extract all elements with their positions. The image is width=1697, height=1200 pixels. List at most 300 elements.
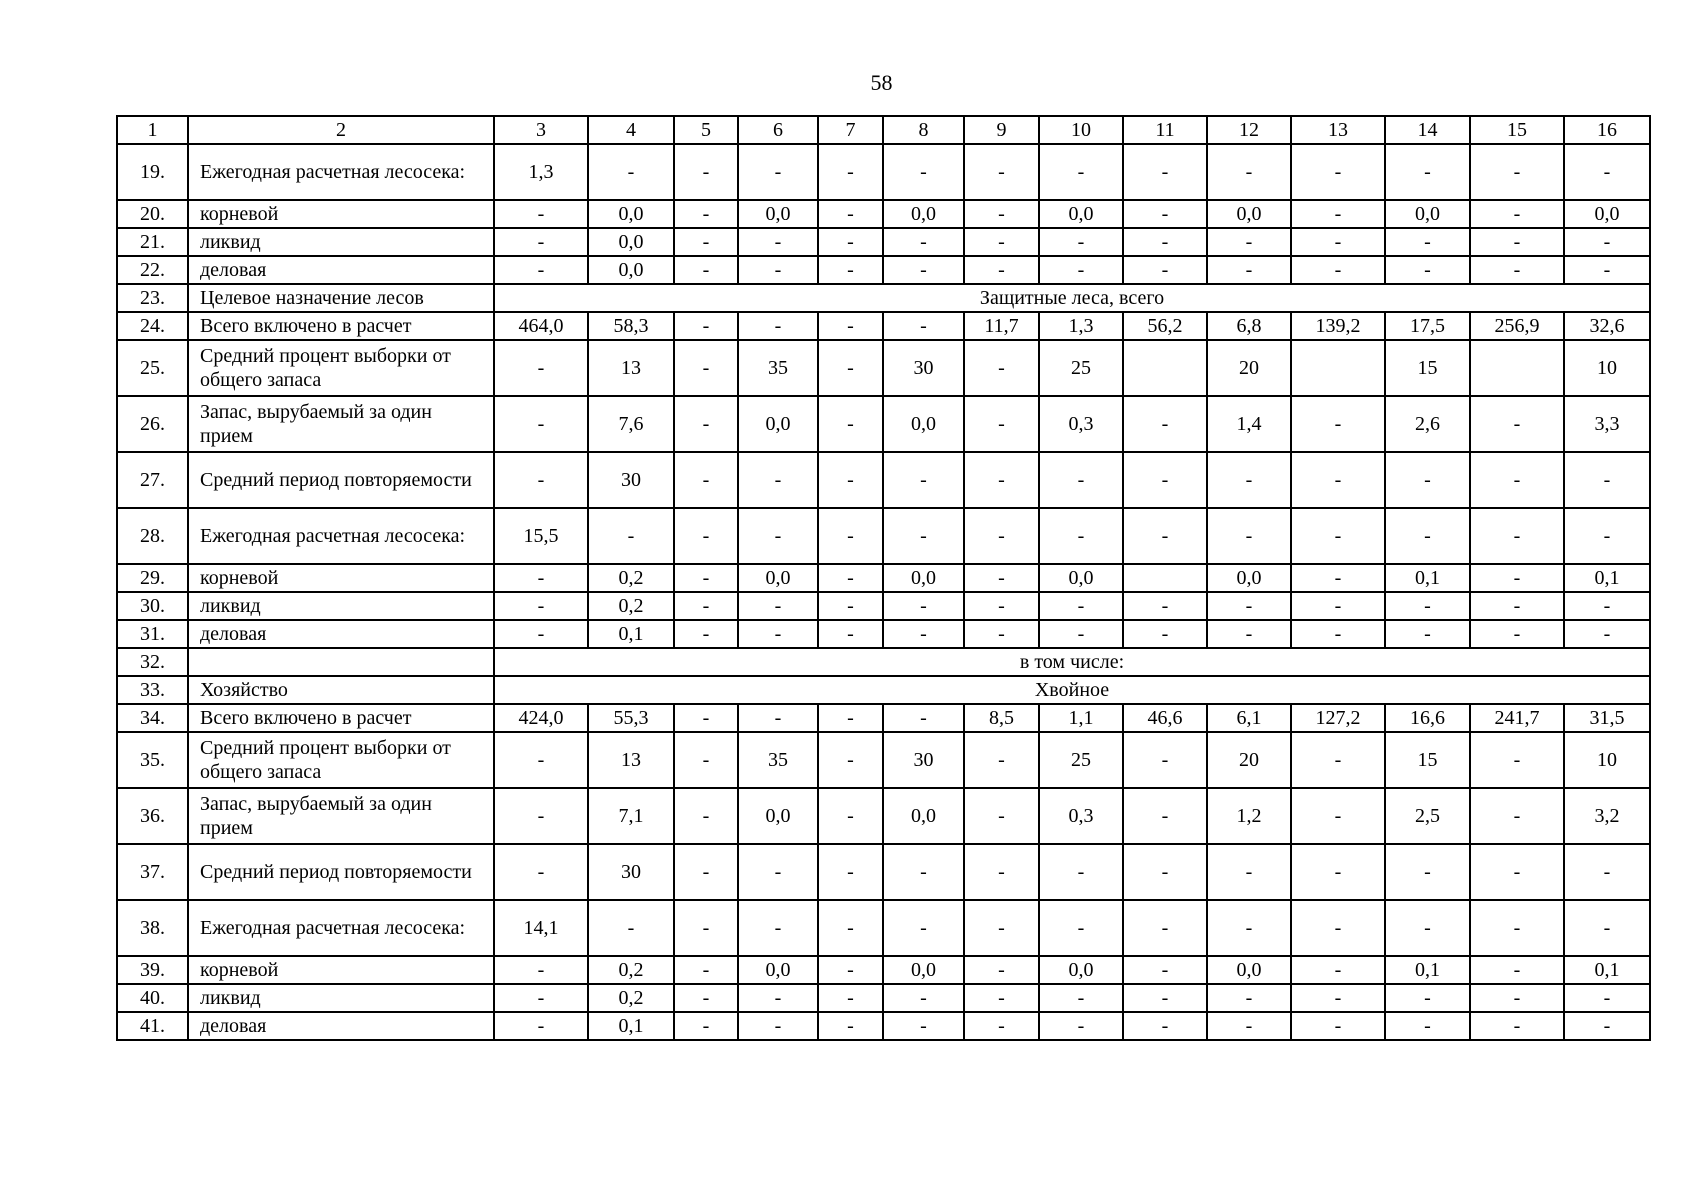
- row-label-cell: Средний процент выборки от общего запаса: [188, 732, 494, 788]
- table-cell: -: [883, 144, 964, 200]
- column-number-header: 6: [738, 116, 818, 144]
- row-label-cell: Средний процент выборки от общего запаса: [188, 340, 494, 396]
- table-cell: -: [818, 228, 883, 256]
- table-cell: 10: [1564, 340, 1650, 396]
- table-cell: -: [1291, 564, 1385, 592]
- table-cell: 0,2: [588, 984, 674, 1012]
- row-label-cell: корневой: [188, 564, 494, 592]
- table-cell: -: [1039, 256, 1123, 284]
- table-row: [117, 648, 1650, 676]
- table-row: [117, 284, 1650, 312]
- table-cell: -: [883, 312, 964, 340]
- table-cell: 15: [1385, 732, 1470, 788]
- table-row: [117, 900, 1650, 956]
- column-number-header: 1: [117, 116, 188, 144]
- table-row: [117, 256, 1650, 284]
- table-cell: 256,9: [1470, 312, 1564, 340]
- table-cell: -: [818, 984, 883, 1012]
- table-cell: 0,0: [1039, 200, 1123, 228]
- table-cell: -: [883, 452, 964, 508]
- table-cell: 0,0: [1207, 564, 1291, 592]
- table-cell: 0,1: [1385, 564, 1470, 592]
- table-row: [117, 788, 1650, 844]
- table-cell: -: [1385, 228, 1470, 256]
- table-cell: -: [1039, 900, 1123, 956]
- column-number-header: 5: [674, 116, 738, 144]
- table-cell: -: [494, 788, 588, 844]
- table-cell: 0,0: [1207, 956, 1291, 984]
- table-cell: -: [1123, 592, 1207, 620]
- table-cell: 0,0: [883, 396, 964, 452]
- table-cell: -: [1470, 508, 1564, 564]
- row-label-cell: Ежегодная расчетная лесосека:: [188, 900, 494, 956]
- table-cell: -: [818, 732, 883, 788]
- table-row: [117, 200, 1650, 228]
- table-row: [117, 984, 1650, 1012]
- table-cell: -: [964, 340, 1039, 396]
- table-cell: -: [1470, 396, 1564, 452]
- table-cell: -: [1039, 228, 1123, 256]
- table-cell: -: [1123, 256, 1207, 284]
- table-cell: -: [818, 956, 883, 984]
- table-cell: -: [1470, 228, 1564, 256]
- table-cell: -: [964, 564, 1039, 592]
- table-row: [117, 592, 1650, 620]
- table-cell: -: [1123, 144, 1207, 200]
- table-cell: 0,0: [883, 200, 964, 228]
- row-label-cell: Ежегодная расчетная лесосека:: [188, 144, 494, 200]
- table-cell: 30: [883, 732, 964, 788]
- table-cell: -: [1291, 592, 1385, 620]
- table-cell: -: [818, 788, 883, 844]
- table-cell: -: [1470, 732, 1564, 788]
- row-number-cell: 32.: [117, 648, 188, 676]
- section-heading-cell: Защитные леса, всего: [494, 284, 1650, 312]
- table-cell: -: [588, 144, 674, 200]
- table-cell: -: [1291, 396, 1385, 452]
- table-cell: -: [1123, 900, 1207, 956]
- table-cell: -: [494, 452, 588, 508]
- table-cell: 35: [738, 340, 818, 396]
- table-cell: -: [818, 144, 883, 200]
- row-label-cell: ликвид: [188, 984, 494, 1012]
- table-cell: 139,2: [1291, 312, 1385, 340]
- table-cell: 3,2: [1564, 788, 1650, 844]
- table-cell: -: [1123, 508, 1207, 564]
- table-row: [117, 564, 1650, 592]
- table-cell: 0,0: [738, 564, 818, 592]
- table-cell: -: [1123, 620, 1207, 648]
- table-cell: -: [588, 900, 674, 956]
- table-cell: -: [1123, 732, 1207, 788]
- table-cell: -: [1385, 256, 1470, 284]
- table-cell: 1,2: [1207, 788, 1291, 844]
- table-cell: 1,3: [1039, 312, 1123, 340]
- table-cell: -: [883, 984, 964, 1012]
- table-cell: -: [1039, 144, 1123, 200]
- table-cell: -: [818, 508, 883, 564]
- table-cell: 6,1: [1207, 704, 1291, 732]
- table-cell: 0,0: [883, 564, 964, 592]
- table-cell: -: [883, 844, 964, 900]
- column-number-header: 12: [1207, 116, 1291, 144]
- table-cell: 56,2: [1123, 312, 1207, 340]
- table-cell: -: [1123, 228, 1207, 256]
- row-number-cell: 30.: [117, 592, 188, 620]
- table-cell: -: [1470, 844, 1564, 900]
- row-number-cell: 31.: [117, 620, 188, 648]
- table-cell: -: [964, 592, 1039, 620]
- row-label-cell: Запас, вырубаемый за один прием: [188, 396, 494, 452]
- table-cell: -: [674, 956, 738, 984]
- table-cell: -: [738, 592, 818, 620]
- table-cell: -: [883, 704, 964, 732]
- row-number-cell: 40.: [117, 984, 188, 1012]
- table-cell: -: [1385, 984, 1470, 1012]
- row-number-cell: 29.: [117, 564, 188, 592]
- column-number-header-row: [117, 116, 1650, 144]
- table-cell: 16,6: [1385, 704, 1470, 732]
- row-number-cell: 33.: [117, 676, 188, 704]
- table-cell: -: [1123, 984, 1207, 1012]
- table-cell: -: [964, 956, 1039, 984]
- table-cell: 0,3: [1039, 396, 1123, 452]
- table-cell: -: [1207, 592, 1291, 620]
- row-label-cell: [188, 648, 494, 676]
- table-cell: -: [1564, 1012, 1650, 1040]
- table-cell: -: [1207, 844, 1291, 900]
- table-cell: -: [494, 1012, 588, 1040]
- table-row: [117, 620, 1650, 648]
- table-cell: -: [1207, 1012, 1291, 1040]
- row-number-cell: 22.: [117, 256, 188, 284]
- table-cell: -: [1291, 508, 1385, 564]
- table-cell: [1291, 340, 1385, 396]
- table-cell: -: [818, 256, 883, 284]
- row-label-cell: Запас, вырубаемый за один прием: [188, 788, 494, 844]
- table-cell: 0,2: [588, 592, 674, 620]
- table-cell: 0,0: [738, 956, 818, 984]
- table-cell: -: [964, 144, 1039, 200]
- table-cell: -: [1564, 844, 1650, 900]
- table-cell: -: [674, 788, 738, 844]
- table-cell: 0,0: [738, 788, 818, 844]
- table-cell: 0,0: [588, 228, 674, 256]
- table-cell: -: [738, 704, 818, 732]
- table-cell: 424,0: [494, 704, 588, 732]
- row-number-cell: 20.: [117, 200, 188, 228]
- table-cell: -: [674, 200, 738, 228]
- row-number-cell: 41.: [117, 1012, 188, 1040]
- section-heading-cell: Хвойное: [494, 676, 1650, 704]
- table-cell: 0,2: [588, 956, 674, 984]
- table-cell: -: [1207, 228, 1291, 256]
- table-cell: 30: [883, 340, 964, 396]
- table-cell: -: [1385, 900, 1470, 956]
- table-cell: -: [1470, 144, 1564, 200]
- table-cell: -: [1470, 620, 1564, 648]
- table-cell: -: [738, 900, 818, 956]
- table-cell: -: [738, 1012, 818, 1040]
- table-cell: 7,1: [588, 788, 674, 844]
- table-cell: -: [964, 396, 1039, 452]
- table-cell: -: [1385, 844, 1470, 900]
- table-cell: -: [964, 452, 1039, 508]
- row-label-cell: Всего включено в расчет: [188, 312, 494, 340]
- table-cell: -: [964, 256, 1039, 284]
- table-cell: -: [738, 508, 818, 564]
- table-cell: -: [738, 312, 818, 340]
- row-label-cell: Хозяйство: [188, 676, 494, 704]
- table-cell: -: [964, 620, 1039, 648]
- row-number-cell: 37.: [117, 844, 188, 900]
- row-number-cell: 38.: [117, 900, 188, 956]
- table-cell: -: [738, 256, 818, 284]
- table-cell: 2,5: [1385, 788, 1470, 844]
- table-cell: -: [818, 200, 883, 228]
- table-cell: -: [1470, 956, 1564, 984]
- table-cell: 0,0: [588, 200, 674, 228]
- table-cell: -: [674, 340, 738, 396]
- row-number-cell: 28.: [117, 508, 188, 564]
- table-cell: 0,0: [1039, 564, 1123, 592]
- column-number-header: 15: [1470, 116, 1564, 144]
- table-cell: 10: [1564, 732, 1650, 788]
- table-row: [117, 956, 1650, 984]
- table-cell: 20: [1207, 732, 1291, 788]
- table-cell: -: [674, 564, 738, 592]
- table-cell: 0,0: [1207, 200, 1291, 228]
- table-cell: -: [1291, 732, 1385, 788]
- column-number-header: 11: [1123, 116, 1207, 144]
- row-label-cell: корневой: [188, 200, 494, 228]
- table-cell: -: [883, 592, 964, 620]
- table-cell: -: [494, 984, 588, 1012]
- table-cell: -: [674, 732, 738, 788]
- table-cell: 1,4: [1207, 396, 1291, 452]
- table-cell: -: [1039, 620, 1123, 648]
- row-number-cell: 24.: [117, 312, 188, 340]
- row-number-cell: 34.: [117, 704, 188, 732]
- table-row: [117, 228, 1650, 256]
- row-label-cell: Всего включено в расчет: [188, 704, 494, 732]
- table-cell: -: [1470, 564, 1564, 592]
- table-cell: -: [1207, 144, 1291, 200]
- table-row: [117, 704, 1650, 732]
- table-cell: -: [1039, 844, 1123, 900]
- table-cell: -: [494, 956, 588, 984]
- table-cell: -: [674, 704, 738, 732]
- table-cell: -: [964, 844, 1039, 900]
- table-cell: -: [494, 256, 588, 284]
- table-row: [117, 396, 1650, 452]
- row-label-cell: Ежегодная расчетная лесосека:: [188, 508, 494, 564]
- column-number-header: 3: [494, 116, 588, 144]
- table-row: [117, 508, 1650, 564]
- table-cell: -: [1291, 956, 1385, 984]
- table-cell: -: [964, 732, 1039, 788]
- table-cell: -: [1291, 620, 1385, 648]
- table-cell: -: [818, 564, 883, 592]
- table-cell: -: [674, 144, 738, 200]
- table-cell: -: [818, 900, 883, 956]
- column-number-header: 4: [588, 116, 674, 144]
- table-cell: -: [1564, 620, 1650, 648]
- table-cell: -: [1039, 452, 1123, 508]
- table-cell: 13: [588, 340, 674, 396]
- table-cell: -: [1291, 788, 1385, 844]
- table-cell: -: [1123, 788, 1207, 844]
- table-cell: -: [1564, 592, 1650, 620]
- row-label-cell: деловая: [188, 1012, 494, 1040]
- table-cell: -: [674, 256, 738, 284]
- table-cell: -: [1123, 396, 1207, 452]
- table-cell: 127,2: [1291, 704, 1385, 732]
- table-cell: -: [964, 228, 1039, 256]
- table-cell: -: [964, 984, 1039, 1012]
- table-cell: 6,8: [1207, 312, 1291, 340]
- table-cell: -: [1123, 452, 1207, 508]
- table-row: [117, 732, 1650, 788]
- table-cell: [1123, 564, 1207, 592]
- table-row: [117, 1012, 1650, 1040]
- table-cell: -: [494, 844, 588, 900]
- table-cell: -: [494, 200, 588, 228]
- table-cell: 7,6: [588, 396, 674, 452]
- table-cell: 15,5: [494, 508, 588, 564]
- table-cell: 1,1: [1039, 704, 1123, 732]
- table-row: [117, 676, 1650, 704]
- table-cell: -: [1207, 620, 1291, 648]
- table-cell: -: [1385, 1012, 1470, 1040]
- column-number-header: 7: [818, 116, 883, 144]
- table-cell: -: [494, 340, 588, 396]
- row-number-cell: 19.: [117, 144, 188, 200]
- table-cell: -: [674, 592, 738, 620]
- table-cell: 0,2: [588, 564, 674, 592]
- table-cell: -: [1470, 256, 1564, 284]
- table-cell: 0,0: [1385, 200, 1470, 228]
- table-cell: -: [1291, 900, 1385, 956]
- table-cell: -: [1385, 508, 1470, 564]
- table-cell: -: [1039, 592, 1123, 620]
- row-label-cell: ликвид: [188, 592, 494, 620]
- table-cell: -: [1564, 144, 1650, 200]
- table-cell: 0,1: [1385, 956, 1470, 984]
- table-cell: 0,0: [1564, 200, 1650, 228]
- row-number-cell: 26.: [117, 396, 188, 452]
- table-cell: -: [674, 984, 738, 1012]
- column-number-header: 16: [1564, 116, 1650, 144]
- table-cell: 0,0: [738, 200, 818, 228]
- table-cell: -: [1039, 984, 1123, 1012]
- table-cell: -: [738, 452, 818, 508]
- row-number-cell: 27.: [117, 452, 188, 508]
- table-cell: -: [883, 1012, 964, 1040]
- row-number-cell: 39.: [117, 956, 188, 984]
- table-cell: -: [883, 900, 964, 956]
- table-cell: -: [1291, 228, 1385, 256]
- table-cell: 11,7: [964, 312, 1039, 340]
- table-cell: 32,6: [1564, 312, 1650, 340]
- row-label-cell: Средний период повторяемости: [188, 844, 494, 900]
- table-cell: 0,0: [738, 396, 818, 452]
- row-label-cell: ликвид: [188, 228, 494, 256]
- column-number-header: 14: [1385, 116, 1470, 144]
- table-cell: 30: [588, 844, 674, 900]
- table-cell: -: [1207, 900, 1291, 956]
- table-cell: 13: [588, 732, 674, 788]
- table-row: [117, 844, 1650, 900]
- row-label-cell: Средний период повторяемости: [188, 452, 494, 508]
- table-cell: -: [1385, 144, 1470, 200]
- row-label-cell: Целевое назначение лесов: [188, 284, 494, 312]
- table-cell: -: [674, 396, 738, 452]
- table-cell: -: [818, 620, 883, 648]
- table-cell: 0,0: [588, 256, 674, 284]
- table-cell: -: [738, 844, 818, 900]
- row-label-cell: корневой: [188, 956, 494, 984]
- table-cell: -: [964, 788, 1039, 844]
- table-cell: -: [1564, 256, 1650, 284]
- table-cell: 0,0: [883, 956, 964, 984]
- table-cell: 0,1: [588, 620, 674, 648]
- table-cell: -: [818, 592, 883, 620]
- table-cell: 0,3: [1039, 788, 1123, 844]
- table-cell: -: [964, 508, 1039, 564]
- table-cell: -: [1385, 592, 1470, 620]
- table-cell: -: [1470, 984, 1564, 1012]
- table-cell: -: [674, 228, 738, 256]
- row-number-cell: 35.: [117, 732, 188, 788]
- table-cell: -: [1470, 1012, 1564, 1040]
- row-number-cell: 36.: [117, 788, 188, 844]
- row-number-cell: 25.: [117, 340, 188, 396]
- table-cell: 20: [1207, 340, 1291, 396]
- table-cell: -: [494, 228, 588, 256]
- table-cell: -: [1123, 200, 1207, 228]
- table-cell: -: [1291, 256, 1385, 284]
- table-cell: -: [494, 732, 588, 788]
- table-cell: -: [1564, 508, 1650, 564]
- table-cell: -: [494, 564, 588, 592]
- table-cell: 17,5: [1385, 312, 1470, 340]
- table-cell: -: [494, 396, 588, 452]
- table-row: [117, 144, 1650, 200]
- table-cell: -: [818, 1012, 883, 1040]
- table-cell: -: [1385, 620, 1470, 648]
- table-cell: 241,7: [1470, 704, 1564, 732]
- table-cell: -: [738, 984, 818, 1012]
- table-cell: -: [674, 452, 738, 508]
- table-cell: -: [1470, 200, 1564, 228]
- table-cell: -: [1564, 900, 1650, 956]
- table-cell: -: [818, 452, 883, 508]
- table-cell: -: [1039, 1012, 1123, 1040]
- table-cell: 8,5: [964, 704, 1039, 732]
- table-cell: 2,6: [1385, 396, 1470, 452]
- table-cell: 31,5: [1564, 704, 1650, 732]
- column-number-header: 8: [883, 116, 964, 144]
- table-cell: -: [1291, 452, 1385, 508]
- row-label-cell: деловая: [188, 256, 494, 284]
- column-number-header: 10: [1039, 116, 1123, 144]
- table-cell: -: [674, 900, 738, 956]
- table-cell: -: [738, 620, 818, 648]
- allowable-cut-table: [116, 115, 1651, 1041]
- table-cell: -: [818, 704, 883, 732]
- table-cell: -: [674, 508, 738, 564]
